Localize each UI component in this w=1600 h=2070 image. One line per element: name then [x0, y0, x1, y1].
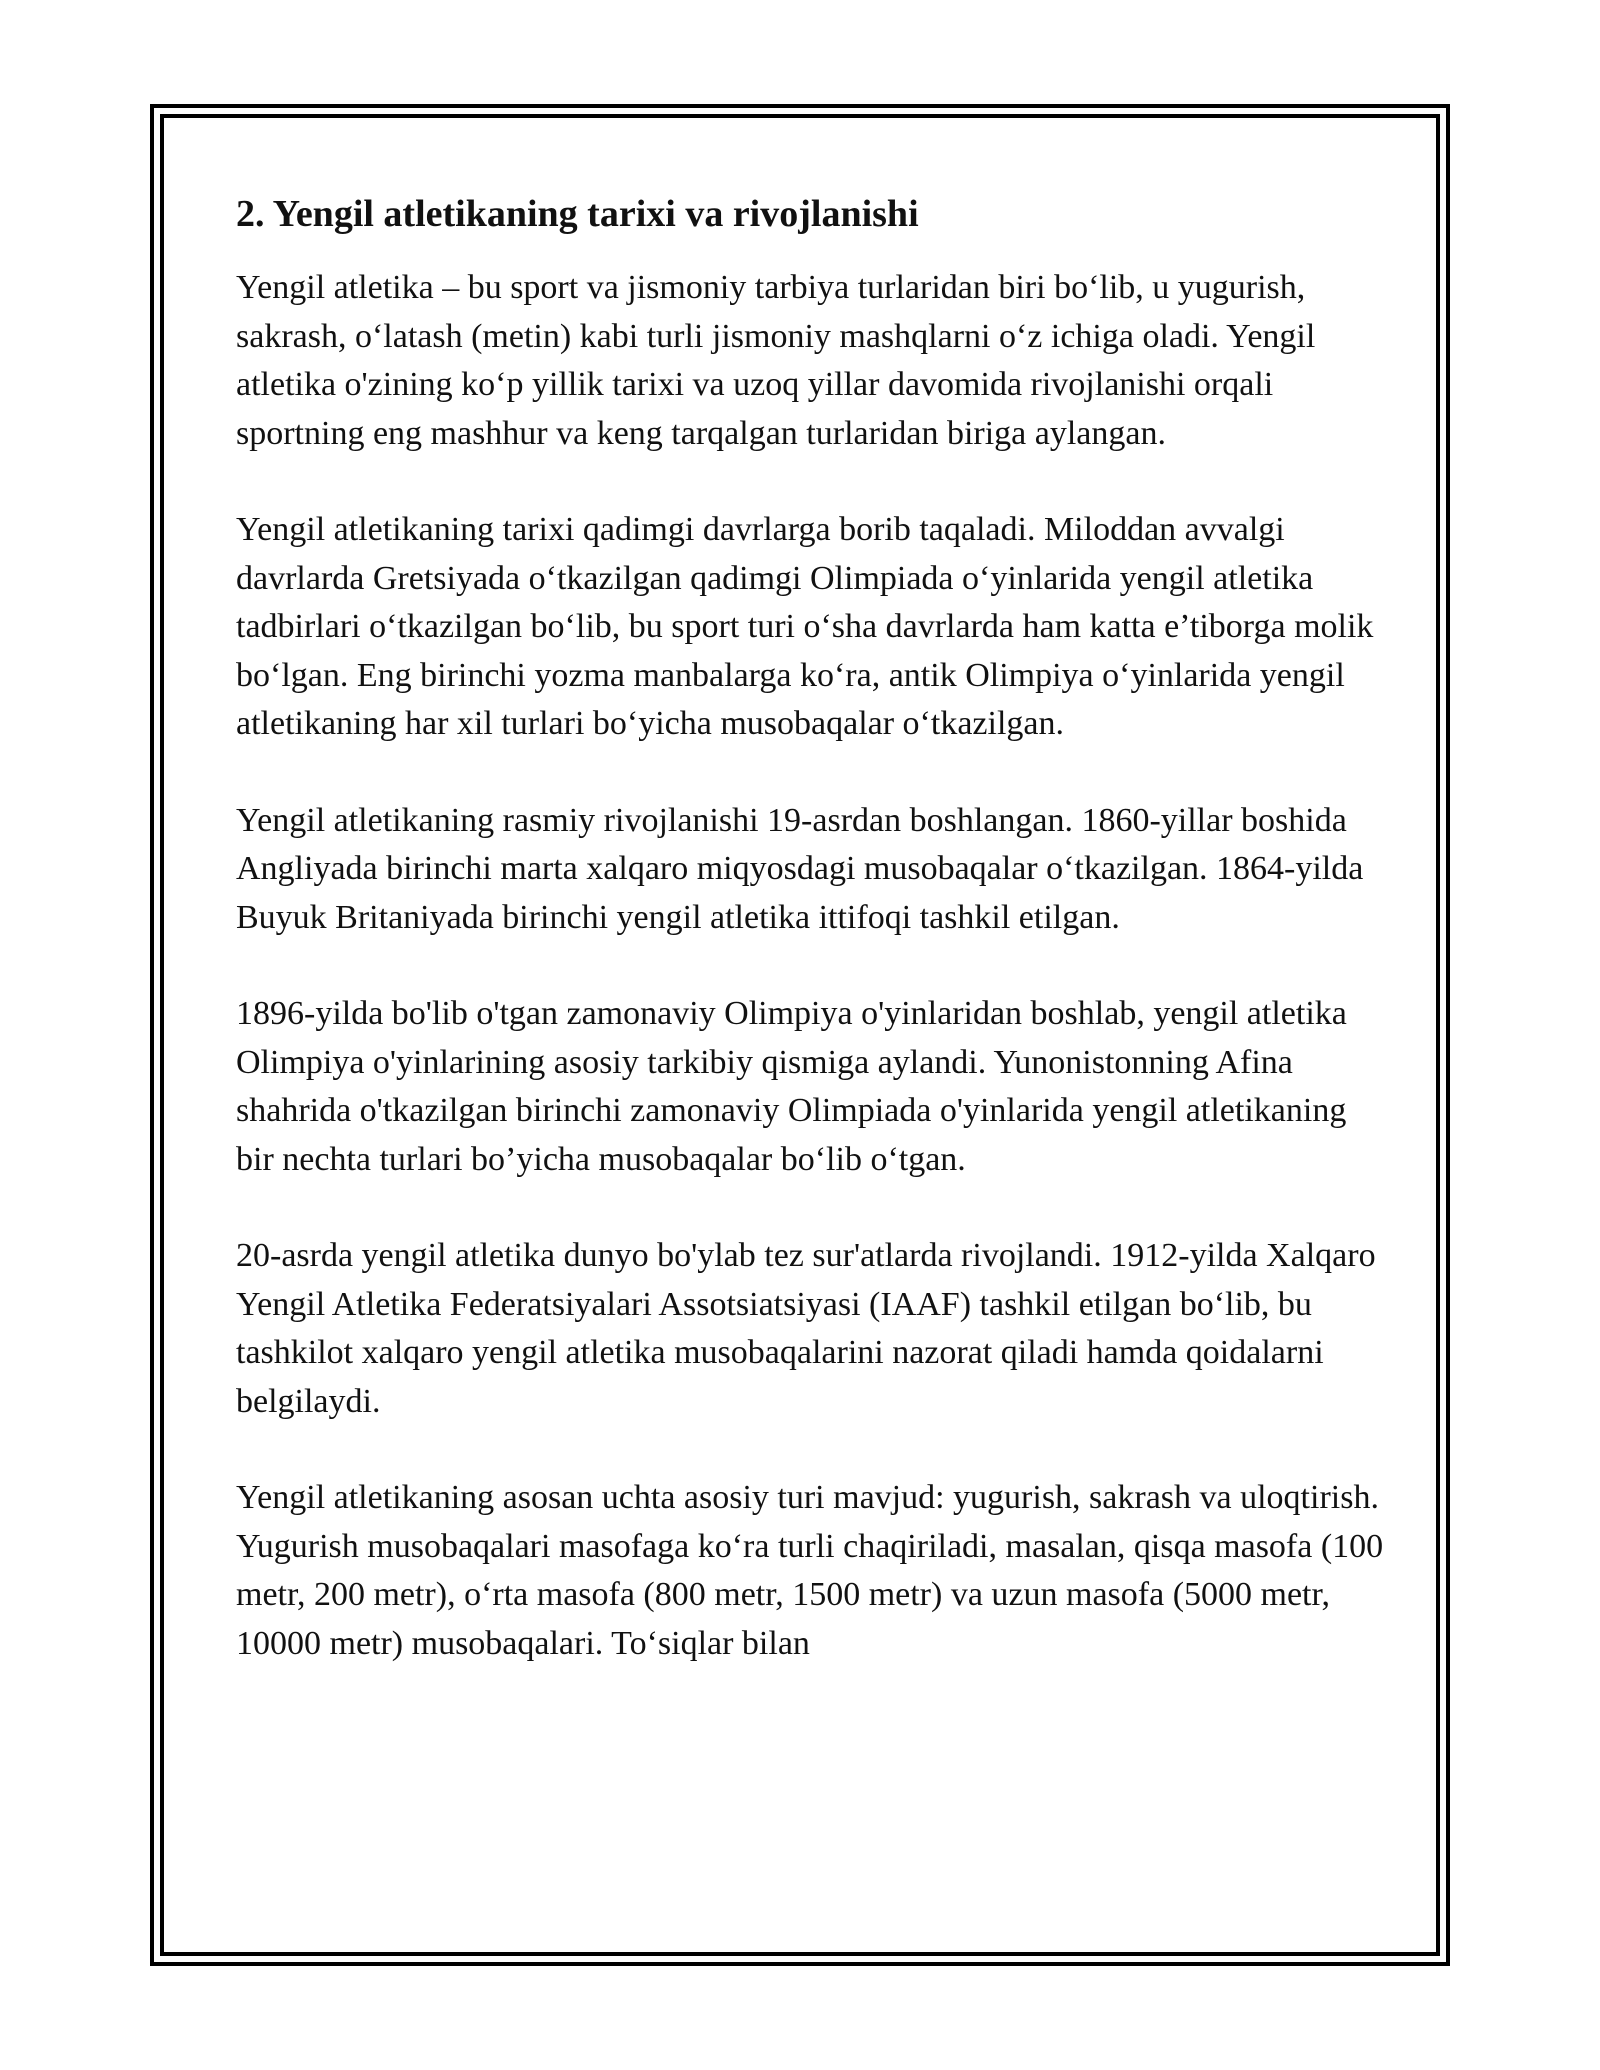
- paragraph-20th-century: 20-asrda yengil atletika dunyo bo'ylab tez sur'atlarda rivojlandi. 1912-yilda Xalqaro Yengil Atletika Federatsiyalari Assotsiatsiyasi (IAAF) tashkil etilgan bo‘lib, bu tashkilot xalqaro yengil atletika musobaqalarini nazorat qiladi hamda qoidalarni belgilaydi.: [236, 1237, 1376, 1420]
- paragraph-19th-century: Yengil atletikaning rasmiy rivojlanishi 19-asrdan boshlangan. 1860-yillar boshida Angliyada birinchi marta xalqaro miqyosdagi musobaqalar o‘tkazilgan. 1864-yilda Buyuk Britaniyada birinchi yengil atletika ittifoqi tashkil etilgan.: [236, 801, 1364, 936]
- document-body: [236, 186, 1386, 1668]
- paragraph-intro: Yengil atletika – bu sport va jismoniy tarbiya turlaridan biri bo‘lib, u yugurish, sakrash, o‘latash (metin) kabi turli jismoniy mashqlarni o‘z ichiga oladi. Yengil atletika o'zining ko‘p yillik tarixi va uzoq yillar davomida rivojlanishi orqali sportning eng mashhur va keng tarqalgan turlaridan biriga aylangan.: [236, 269, 1316, 452]
- paragraph-modern-olympics: 1896-yilda bo'lib o'tgan zamonaviy Olimpiya o'yinlaridan boshlab, yengil atletika Olimpiya o'yinlarining asosiy tarkibiy qismiga aylandi. Yunonistonning Afina shahrida o'tkazilgan birinchi zamonaviy Olimpiada o'yinlarida yengil atletikaning bir nechta turlari bo’yicha musobaqalar bo‘lib o‘tgan.: [236, 995, 1347, 1178]
- section-heading: 2. Yengil atletikaning tarixi va rivojlanishi: [236, 193, 919, 235]
- paragraph-main-types: Yengil atletikaning asosan uchta asosiy turi mavjud: yugurish, sakrash va uloqtirish. Yugurish musobaqalari masofaga ko‘ra turli chaqiriladi, masalan, qisqa masofa (100 metr, 200 metr), o‘rta masofa (800 metr, 1500 metr) va uzun masofa (5000 metr, 10000 metr) musobaqalari. To‘siqlar bilan: [236, 1479, 1384, 1662]
- paragraph-ancient-history: Yengil atletikaning tarixi qadimgi davrlarga borib taqaladi. Miloddan avvalgi davrlarda Gretsiyada o‘tkazilgan qadimgi Olimpiada o‘yinlarida yengil atletika tadbirlari o‘tkazilgan bo‘lib, bu sport turi o‘sha davrlarda ham katta e’tiborga molik bo‘lgan. Eng birinchi yozma manbalarga ko‘ra, antik Olimpiya o‘yinlarida yengil atletikaning har xil turlari bo‘yicha musobaqalar o‘tkazilgan.: [236, 511, 1374, 742]
